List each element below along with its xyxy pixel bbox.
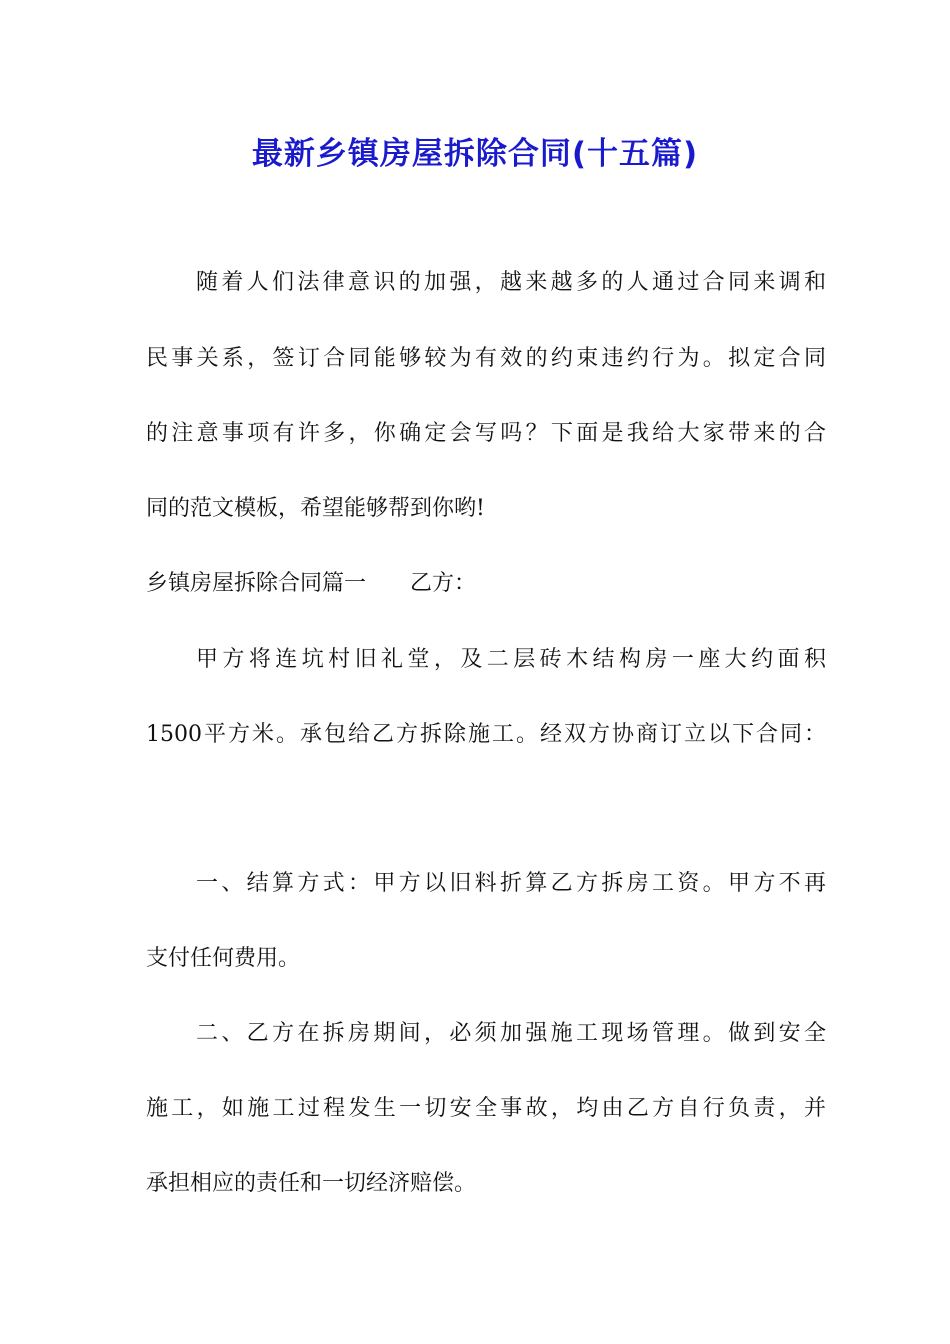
paragraph-line: 1500平方米。承包给乙方拆除施工。经双方协商订立以下合同： bbox=[146, 722, 826, 747]
document-title: 最新乡镇房屋拆除合同(十五篇) bbox=[251, 136, 699, 172]
clause-line: 一、结算方式：甲方以旧料折算乙方拆房工资。甲方不再 bbox=[196, 871, 826, 896]
section-heading: 乡镇房屋拆除合同篇一 乙方： bbox=[146, 571, 477, 596]
paragraph-line: 民事关系，签订合同能够较为有效的约束违约行为。拟定合同 bbox=[146, 346, 826, 371]
clause-line: 二、乙方在拆房期间，必须加强施工现场管理。做到安全 bbox=[196, 1021, 826, 1046]
clause-line: 承担相应的责任和一切经济赔偿。 bbox=[146, 1171, 477, 1196]
paragraph-line: 同的范文模板，希望能够帮到你哟! bbox=[146, 496, 485, 521]
paragraph-line: 甲方将连坑村旧礼堂，及二层砖木结构房一座大约面积 bbox=[196, 647, 826, 672]
clause-line: 施工，如施工过程发生一切安全事故，均由乙方自行负责，并 bbox=[146, 1096, 826, 1121]
clause-line: 支付任何费用。 bbox=[146, 946, 301, 971]
paragraph-line: 随着人们法律意识的加强，越来越多的人通过合同来调和 bbox=[196, 270, 826, 295]
paragraph-line: 的注意事项有许多，你确定会写吗？下面是我给大家带来的合 bbox=[146, 421, 826, 446]
